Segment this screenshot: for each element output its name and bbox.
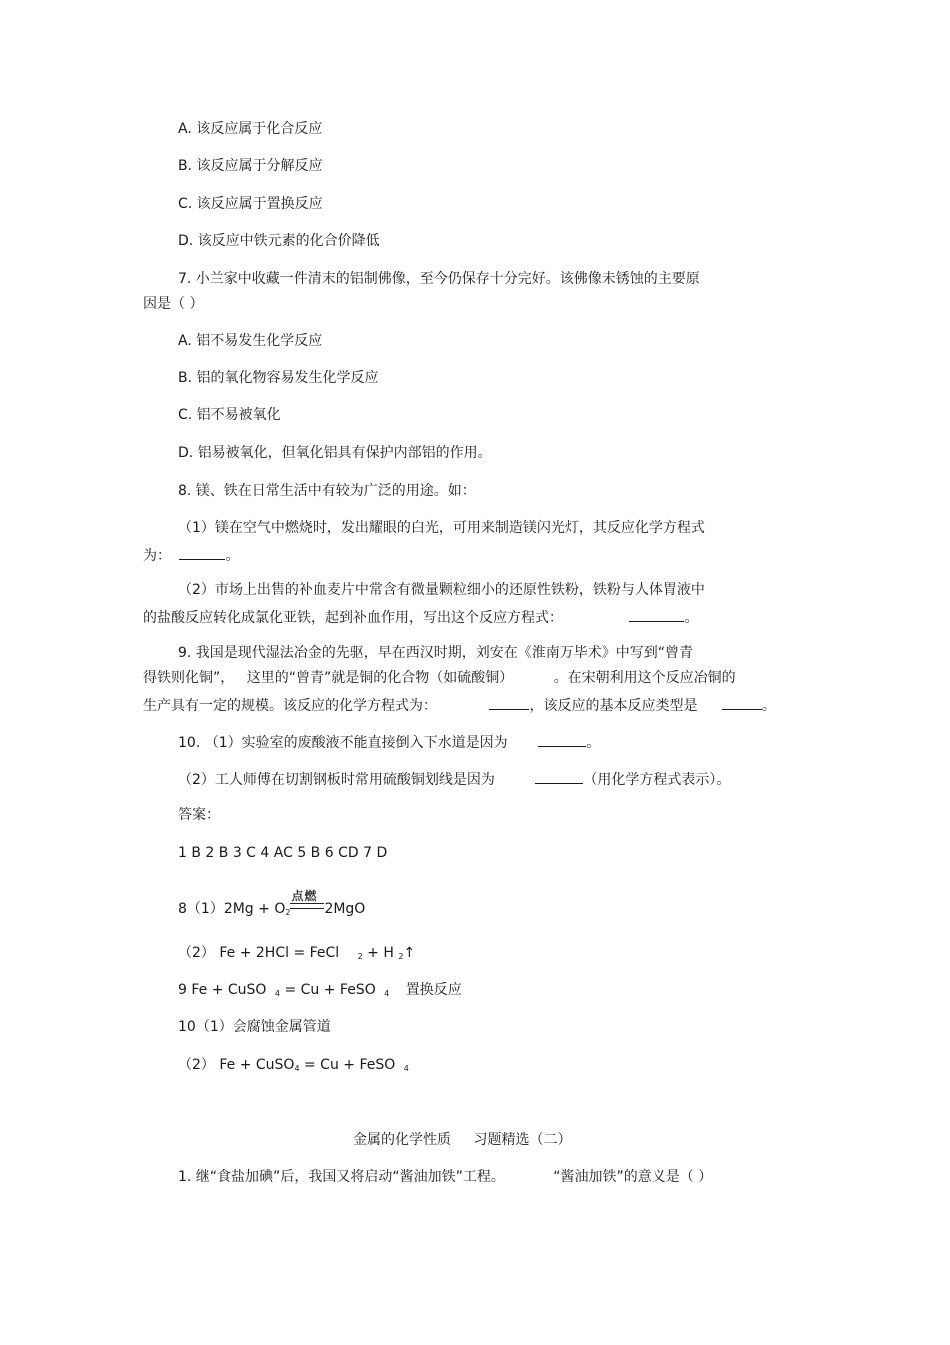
q8-part1-line1: （1）镁在空气中燃烧时，发出耀眼的白光，可用来制造镁闪光灯，其反应化学方程式 xyxy=(178,520,705,536)
q9-line2 xyxy=(143,669,736,687)
answer-9-reaction-type: 置换反应 xyxy=(405,982,462,998)
answer-8-part2-left: （2） Fe + 2HCl = FeCl xyxy=(178,945,340,961)
q9-line1: 9. 我国是现代湿法冶金的先驱，早在西汉时期，刘安在《淮南万毕术》中写到“曾青 xyxy=(178,645,694,661)
subscript: 4 xyxy=(294,1064,300,1073)
q9-line2-part-b: 这里的“曾青”就是铜的化合物（如硫酸铜） xyxy=(246,670,514,686)
section-title xyxy=(353,1131,571,1149)
q9-line2-part-a: 得铁则化铜”， xyxy=(143,670,235,686)
answer-9-right: = Cu + FeSO xyxy=(280,982,376,998)
q8-part1-prefix: 为： xyxy=(143,548,171,564)
q7-stem-line1: 7. 小兰家中收藏一件清末的铝制佛像，至今仍保存十分完好。该佛像未锈蚀的主要原 xyxy=(178,271,700,287)
q8-part2-prefix: 的盐酸反应转化成氯化亚铁，起到补血作用，写出这个反应方程式： xyxy=(143,610,563,626)
q7-option-d: D. 铝易被氧化，但氧化铝具有保护内部铝的作用。 xyxy=(178,445,492,461)
answer-10-part2 xyxy=(178,1056,409,1078)
answer-8-part1-left: 8（1）2Mg + O xyxy=(178,901,286,917)
q8-part1-line2 xyxy=(143,545,239,565)
q10-line2 xyxy=(178,769,730,789)
section2-q1-part-a: 1. 继“食盐加碘”后，我国又将启动“酱油加铁”工程。 xyxy=(178,1169,505,1185)
q10-line2-text: （2）工人师傅在切割钢板时常用硫酸铜划线是因为 xyxy=(178,772,495,788)
q9-line3 xyxy=(143,695,776,715)
q9-line2-part-c: 。在宋朝利用这个反应冶铜的 xyxy=(553,670,736,686)
q6-option-c: C. 该反应属于置换反应 xyxy=(178,196,323,212)
q8-part2-line2 xyxy=(143,607,698,627)
answer-8-part2-mid: + H xyxy=(362,945,394,961)
q6-option-d: D. 该反应中铁元素的化合价降低 xyxy=(178,233,380,249)
gas-arrow: ↑ xyxy=(403,945,416,961)
answer-9 xyxy=(178,981,462,1003)
subscript: 4 xyxy=(384,989,390,998)
q7-option-a: A. 铝不易发生化学反应 xyxy=(178,333,323,349)
q7-stem-line2: 因是（ ） xyxy=(143,296,204,312)
q8-part2-line1: （2）市场上出售的补血麦片中常含有微量颗粒细小的还原性铁粉，铁粉与人体胃液中 xyxy=(178,582,705,598)
q10-part1-blank xyxy=(538,732,586,747)
q6-option-a: A. 该反应属于化合反应 xyxy=(178,121,323,137)
subscript: 4 xyxy=(274,989,280,998)
answer-8-part1 xyxy=(178,889,366,922)
reaction-condition-arrow xyxy=(290,889,324,913)
q9-line3-part-b: ，该反应的基本反应类型是 xyxy=(529,698,698,714)
q9-line3-part-a: 生产具有一定的规模。该反应的化学方程式为： xyxy=(143,698,437,714)
section2-q1-part-b: “酱油加铁”的意义是（ ） xyxy=(553,1169,713,1185)
q8-part1-blank xyxy=(179,545,225,560)
section-title-main: 金属的化学性质 xyxy=(353,1132,451,1148)
q10-line1-end: 。 xyxy=(586,735,601,751)
q10-part2-blank xyxy=(535,769,583,784)
answers-multiple-choice: 1 B 2 B 3 C 4 AC 5 B 6 CD 7 D xyxy=(178,845,388,861)
subscript: 2 xyxy=(398,952,404,961)
q9-line3-end: 。 xyxy=(761,698,776,714)
answer-8-part1-right: 2MgO xyxy=(324,901,366,917)
subscript: 4 xyxy=(403,1064,409,1073)
answer-10-part2-left: （2） Fe + CuSO xyxy=(178,1057,295,1073)
q8-stem: 8. 镁、铁在日常生活中有较为广泛的用途。如： xyxy=(178,483,476,499)
q10-line2-end: （用化学方程式表示）。 xyxy=(583,772,731,788)
subscript: 2 xyxy=(357,952,363,961)
q9-type-blank xyxy=(722,695,762,710)
answer-8-part2 xyxy=(178,944,415,966)
q8-part2-blank xyxy=(629,607,684,622)
answer-10-part1: 10（1）会腐蚀金属管道 xyxy=(178,1019,331,1035)
q7-option-b: B. 铝的氧化物容易发生化学反应 xyxy=(178,370,379,386)
section2-question-1 xyxy=(178,1168,712,1186)
answer-10-part2-right: = Cu + FeSO xyxy=(299,1057,396,1073)
q8-part1-end: 。 xyxy=(225,548,240,564)
answers-heading: 答案： xyxy=(178,807,220,823)
q7-option-c: C. 铝不易被氧化 xyxy=(178,407,281,423)
q8-part2-end: 。 xyxy=(684,610,699,626)
answer-9-left: 9 Fe + CuSO xyxy=(178,982,267,998)
subscript: 2 xyxy=(285,908,291,917)
q10-line1 xyxy=(178,732,600,752)
q10-line1-text: 10. （1）实验室的废酸液不能直接倒入下水道是因为 xyxy=(178,735,508,751)
equals-bar xyxy=(290,903,324,909)
section-title-sub: 习题精选（二） xyxy=(473,1132,572,1148)
condition-label: 点燃 xyxy=(291,889,318,903)
q9-equation-blank xyxy=(489,695,529,710)
q6-option-b: B. 该反应属于分解反应 xyxy=(178,158,323,174)
